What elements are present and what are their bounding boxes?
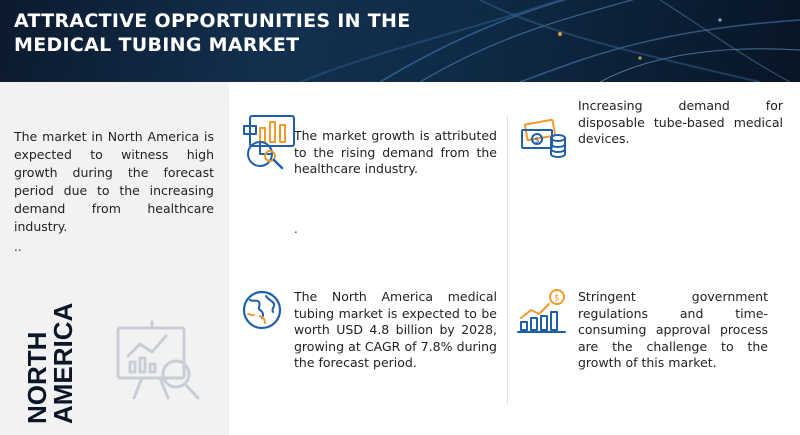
region-label-container bbox=[18, 304, 82, 424]
card-text-regulatory-challenge: Stringent government regulations and time-consuming approval process are the challenge to the growth of this market. bbox=[578, 289, 768, 370]
card-text-market-growth: The market growth is attributed to the rising demand from the healthcare industry. bbox=[294, 128, 497, 176]
analytics-dashboard-icon bbox=[240, 112, 298, 170]
page-title: ATTRACTIVE OPPORTUNITIES IN THE MEDICAL TUBING MARKET bbox=[14, 10, 411, 56]
globe-icon bbox=[240, 288, 286, 334]
region-summary-text: The market in North America is expected to witness high growth during the forecast period due to the increasing demand from healthcare industry. bbox=[14, 129, 214, 234]
card-text-disposable-demand: Increasing demand for disposable tube-based medical devices. bbox=[578, 98, 783, 146]
card-trailing-dot: . bbox=[294, 222, 298, 236]
ellipsis-text: .. bbox=[14, 240, 22, 254]
presentation-analytics-icon bbox=[112, 318, 208, 408]
region-label: NORTH AMERICA bbox=[22, 302, 78, 424]
money-coins-icon bbox=[520, 116, 568, 160]
svg-text:$: $ bbox=[534, 135, 540, 145]
column-divider bbox=[507, 115, 508, 405]
bar-chart-growth-icon bbox=[517, 288, 569, 334]
header-banner bbox=[0, 0, 800, 82]
svg-text:$: $ bbox=[554, 293, 560, 304]
card-text-market-forecast: The North America medical tubing market is expected to be worth USD 4.8 billion by 2028, growing at CAGR of 7.8% during the forecast period. bbox=[294, 289, 497, 370]
